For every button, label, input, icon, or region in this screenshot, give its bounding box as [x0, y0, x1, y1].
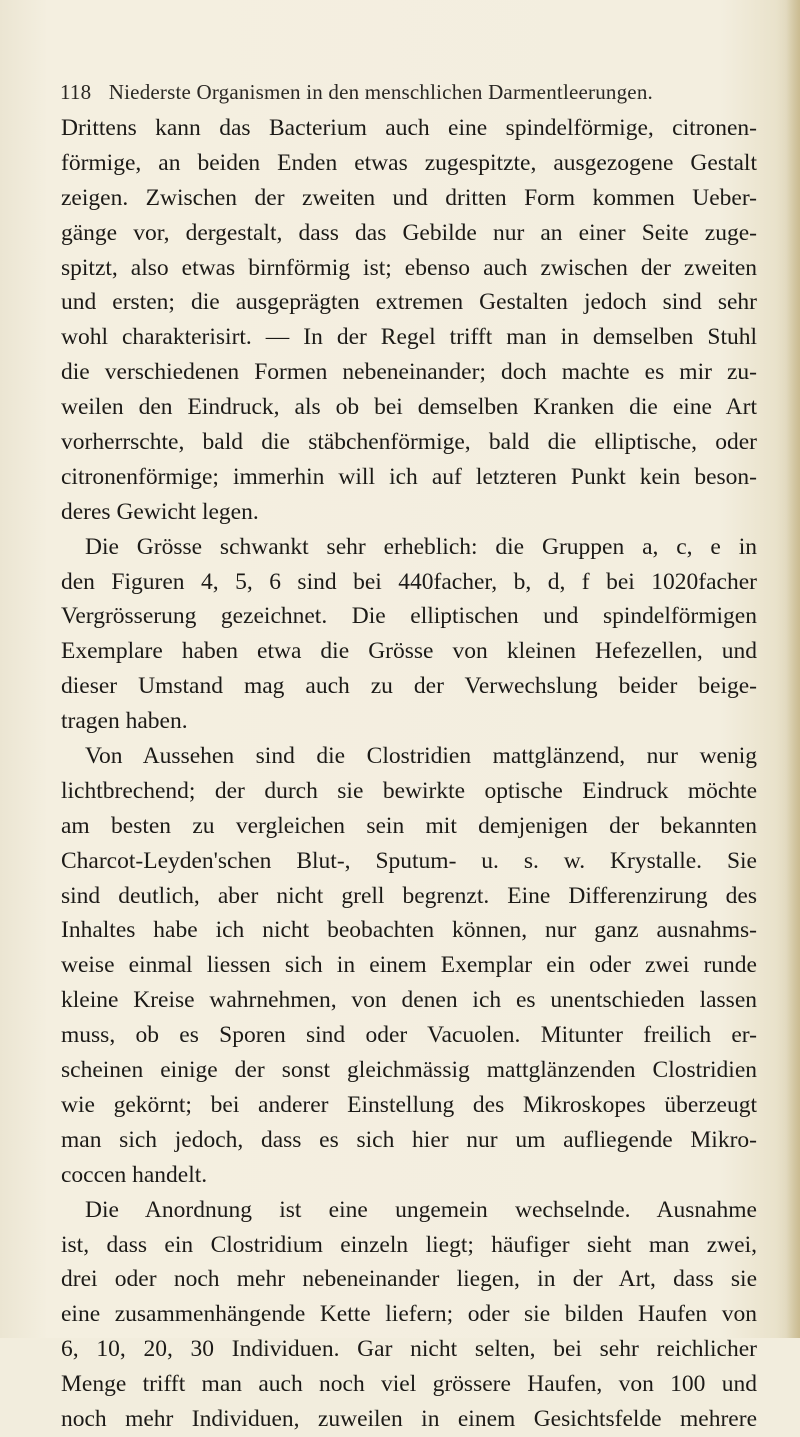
text-line: tragen haben. [61, 708, 188, 735]
text-line: 6, 10, 20, 30 Individuen. Gar nicht selten, bei sehr reichlicher [61, 1336, 757, 1363]
page-number: 118 [60, 80, 92, 104]
text-line: dieser Umstand mag auch zu der Verwechslung beider beige- [61, 673, 757, 700]
text-line: am besten zu vergleichen sein mit demjenigen der bekannten [61, 812, 757, 839]
text-line: Die Grösse schwankt sehr erheblich: die Gruppen a, c, e in [85, 533, 757, 560]
text-line: Die Anordnung ist eine ungemein wechselnde. Ausnahme [85, 1196, 757, 1223]
text-line: Exemplare haben etwa die Grösse von kleinen Hefezellen, und [61, 638, 757, 665]
text-line: Drittens kann das Bacterium auch eine spindelförmige, citronen- [61, 115, 757, 141]
text-line: vorherrschte, bald die stäbchenförmige, bald die elliptische, oder [61, 429, 757, 456]
running-title: Niederste Organismen in den menschlichen Darmentleerungen. [108, 80, 653, 104]
running-header [60, 80, 760, 105]
text-line: die verschiedenen Formen nebeneinander; doch machte es mir zu- [61, 359, 757, 386]
text-line: scheinen einige der sonst gleichmässig mattglänzenden Clostridien [61, 1057, 757, 1084]
text-line: muss, ob es Sporen sind oder Vacuolen. Mitunter freilich er- [61, 1022, 757, 1049]
text-line: kleine Kreise wahrnehmen, von denen ich es unentschieden lassen [61, 987, 757, 1014]
text-line: Vergrösserung gezeichnet. Die elliptischen und spindelförmigen [61, 603, 757, 630]
text-line: Menge trifft man auch noch viel grössere Haufen, von 100 und [61, 1371, 757, 1398]
text-line: deres Gewicht legen. [61, 498, 259, 525]
text-line: weise einmal liessen sich in einem Exemplar ein oder zwei runde [61, 952, 757, 979]
text-line: sind deutlich, aber nicht grell begrenzt. Eine Differenzirung des [61, 882, 757, 909]
text-line: coccen handelt. [61, 1161, 208, 1188]
text-line: lichtbrechend; der durch sie bewirkte optische Eindruck möchte [61, 777, 757, 804]
text-line: Von Aussehen sind die Clostridien mattglänzend, nur wenig [85, 743, 757, 770]
text-line: eine zusammenhängende Kette liefern; oder sie bilden Haufen von [61, 1301, 757, 1328]
text-line: wohl charakterisirt. — In der Regel trifft man in demselben Stuhl [61, 324, 757, 351]
text-line: Inhaltes habe ich nicht beobachten können, nur ganz ausnahms- [61, 917, 757, 944]
text-line: citronenförmige; immerhin will ich auf letzteren Punkt kein beson- [61, 463, 757, 490]
text-line: noch mehr Individuen, zuweilen in einem Gesichtsfelde mehrere [61, 1405, 757, 1432]
text-line: Charcot-Leyden'schen Blut-, Sputum- u. s. w. Krystalle. Sie [61, 847, 757, 874]
text-line: ist, dass ein Clostridium einzeln liegt; häufiger sieht man zwei, [61, 1231, 757, 1258]
text-line: den Figuren 4, 5, 6 sind bei 440facher, b, d, f bei 1020facher [61, 568, 757, 595]
text-line: drei oder noch mehr nebeneinander liegen, in der Art, dass sie [61, 1266, 757, 1293]
text-line: spitzt, also etwas birnförmig ist; ebenso auch zwischen der zweiten [61, 254, 757, 281]
text-line: weilen den Eindruck, als ob bei demselben Kranken die eine Art [61, 394, 757, 421]
text-line: gänge vor, dergestalt, dass das Gebilde nur an einer Seite zuge- [61, 219, 757, 246]
page-edge-shadow [786, 0, 800, 1338]
text-line: wie gekörnt; bei anderer Einstellung des Mikroskopes überzeugt [61, 1091, 757, 1118]
text-line: förmige, an beiden Enden etwas zugespitzte, ausgezogene Gestalt [61, 149, 757, 176]
text-line: zeigen. Zwischen der zweiten und dritten Form kommen Ueber- [61, 184, 757, 211]
text-line: und ersten; die ausgeprägten extremen Gestalten jedoch sind sehr [61, 289, 757, 316]
text-line: man sich jedoch, dass es sich hier nur um aufliegende Mikro- [61, 1126, 757, 1153]
body-text [61, 111, 757, 1437]
